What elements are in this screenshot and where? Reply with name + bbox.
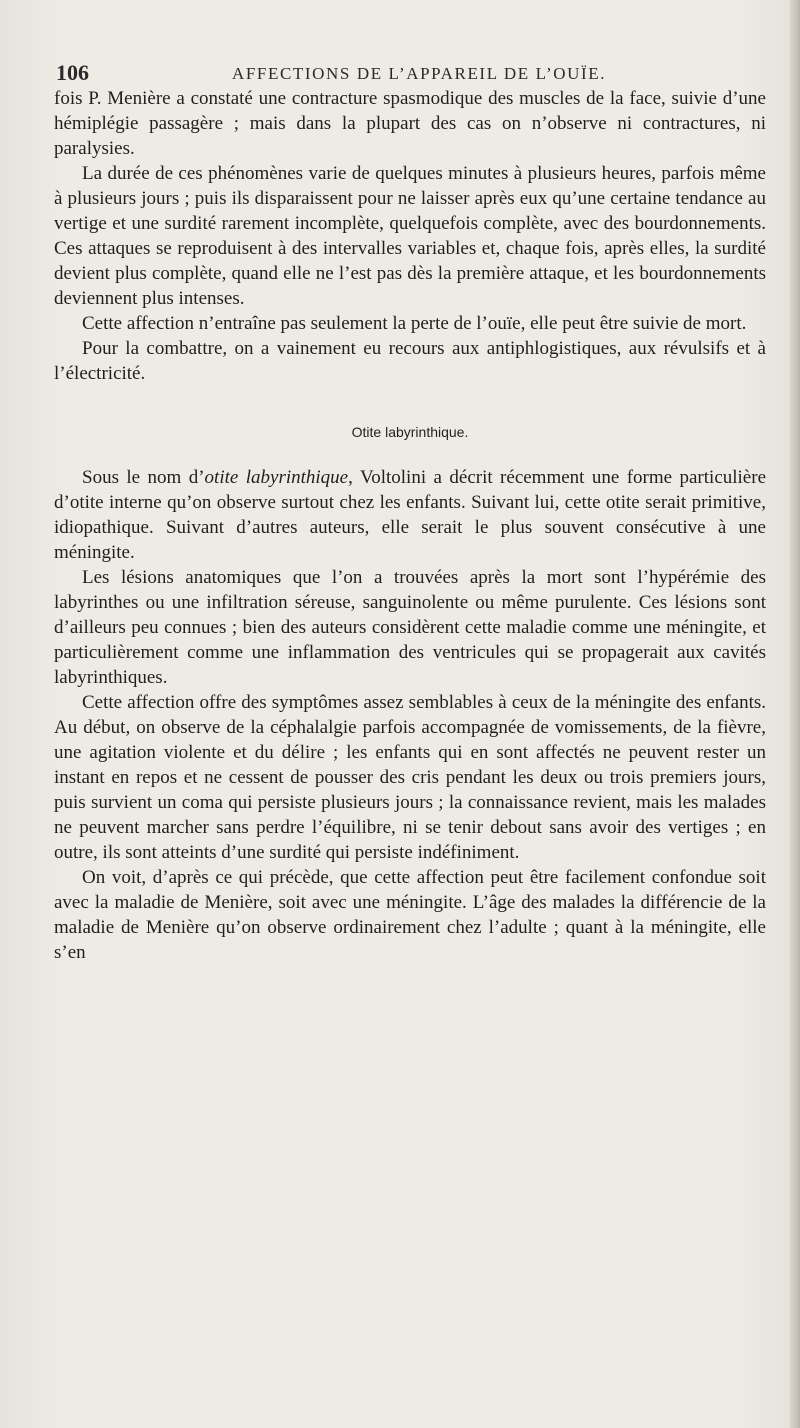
paragraph-5-term: otite labyrinthique (204, 467, 349, 488)
paragraph-6: Les lésions anatomiques que l’on a trouvées après la mort sont l’hypérémie des labyrinthes ou une infiltration séreuse, sanguinolente ou même purulente. Ces lésions sont d’ailleurs peu connues ; bien des auteurs considèrent cette maladie comme une méningite, et particulièrement comme une inflammation des ventricules qui se propagerait aux cavités labyrinthiques. (54, 567, 766, 688)
paragraph-2: La durée de ces phénomènes varie de quelques minutes à plusieurs heures, parfois même à plusieurs jours ; puis ils disparaissent pour ne laisser après eux qu’une certaine tendance au vertige et une surdité rarement incomplète, quelquefois complète, avec des bourdonnements. Ces attaques se reproduisent à des intervalles variables et, chaque fois, après elles, la surdité devient plus complète, quand elle ne l’est pas dès la première attaque, et les bourdonnements deviennent plus intenses. (54, 163, 766, 309)
body-text (54, 86, 766, 965)
section-title: Otite labyrinthique. (351, 424, 469, 440)
page-edge (790, 0, 800, 1428)
running-head: AFFECTIONS DE L’APPAREIL DE L’OUÏE. (232, 64, 607, 83)
paragraph-5-end: , Voltolini a décrit récemment une forme particulière d’otite interne qu’on observe surtout chez les enfants. Suivant lui, cette otite serait primitive, idiopathique. Suivant d’autres auteurs, elle serait le plus souvent consécutive à une méningite. (54, 467, 767, 563)
page-number: 106 (56, 60, 89, 85)
paragraph-5 (54, 465, 766, 565)
paragraph-5-start: Sous le nom d’ (82, 467, 205, 488)
paragraph-3: Cette affection n’entraîne pas seulement la perte de l’ouïe, elle peut être suivie de mort. (82, 313, 747, 334)
paragraph-8: On voit, d’après ce qui précède, que cette affection peut être facilement confondue soit avec la maladie de Menière, soit avec une méningite. L’âge des malades la différencie de la maladie de Menière qu’on observe ordinairement chez l’adulte ; quant à la méningite, elle s’en (54, 867, 766, 963)
paragraph-1: fois P. Menière a constaté une contracture spasmodique des muscles de la face, suivie d’une hémiplégie passagère ; mais dans la plupart des cas on n’observe ni contractures, ni paralysies. (54, 88, 766, 159)
paragraph-7: Cette affection offre des symptômes assez semblables à ceux de la méningite des enfants. Au début, on observe de la céphalalgie parfois accompagnée de vomissements, de la fièvre, une agitation violente et du délire ; les enfants qui en sont affectés ne peuvent rester un instant en repos et ne cessent de pousser des cris pendant les deux ou trois premiers jours, puis survient un coma qui persiste plusieurs jours ; la connaissance revient, mais les malades ne peuvent marcher sans perdre l’équilibre, ni se tenir debout sans avoir des vertiges ; en outre, ils sont atteints d’une surdité qui persiste indéfiniment. (54, 692, 766, 863)
paragraph-4: Pour la combattre, on a vainement eu recours aux antiphlogistiques, aux révulsifs et à l’électricité. (54, 338, 766, 384)
